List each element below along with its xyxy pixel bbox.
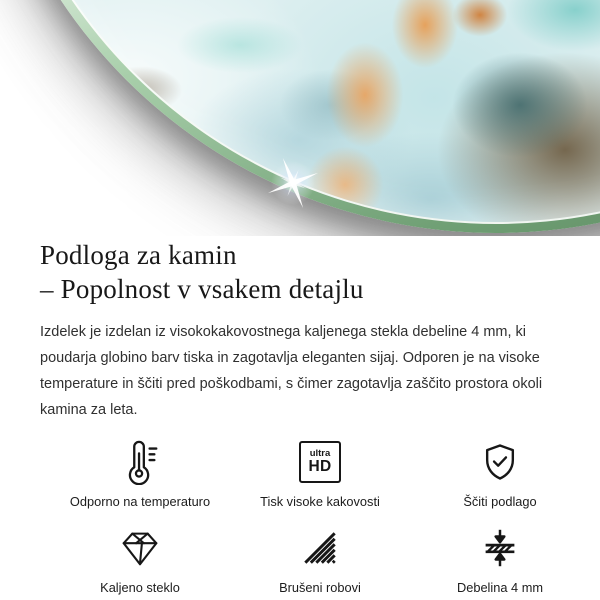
product-hero-image bbox=[0, 0, 600, 236]
feature-protects-surface bbox=[410, 439, 590, 509]
brushed-edges-icon bbox=[298, 525, 342, 571]
feature-tempered-glass bbox=[50, 525, 230, 595]
feature-label: Brušeni robovi bbox=[279, 580, 361, 595]
page-title-line1: Podloga za kamin bbox=[40, 240, 237, 270]
feature-label: Kaljeno steklo bbox=[100, 580, 180, 595]
diamond-icon bbox=[117, 525, 163, 571]
feature-grid bbox=[50, 439, 550, 595]
product-description: Izdelek je izdelan iz visokokakovostnega kaljenega stekla debeline 4 mm, ki poudarja globino barv tiska in zagotavlja eleganten sijaj. Odporen je na visoke temperature in ščiti pred poškodbami, s čimer zagotavlja zaščito prostora okoli kamina za leta. bbox=[40, 324, 543, 418]
feature-label: Odporno na temperaturo bbox=[69, 494, 211, 509]
feature-label: Ščiti podlago bbox=[463, 494, 537, 509]
ultra-hd-icon bbox=[299, 439, 341, 485]
page-title-line2: – Popolnost v vsakem detajlu bbox=[40, 274, 364, 304]
feature-label: Debelina 4 mm bbox=[456, 580, 544, 595]
page-title bbox=[40, 238, 560, 306]
feature-temperature-resistant bbox=[50, 439, 230, 509]
thermometer-icon bbox=[117, 439, 163, 485]
shield-check-icon bbox=[478, 439, 522, 485]
feature-thickness bbox=[410, 525, 590, 595]
product-info-section bbox=[0, 238, 600, 595]
feature-polished-edges bbox=[230, 525, 410, 595]
feature-label: Tisk visoke kakovosti bbox=[260, 494, 380, 509]
sparkle-glint-icon bbox=[263, 153, 323, 213]
ultra-hd-icon-text-bottom: HD bbox=[308, 458, 332, 475]
ultra-hd-icon-text-top: ultra bbox=[309, 448, 331, 459]
feature-print-quality bbox=[230, 439, 410, 509]
thickness-icon bbox=[477, 525, 523, 571]
